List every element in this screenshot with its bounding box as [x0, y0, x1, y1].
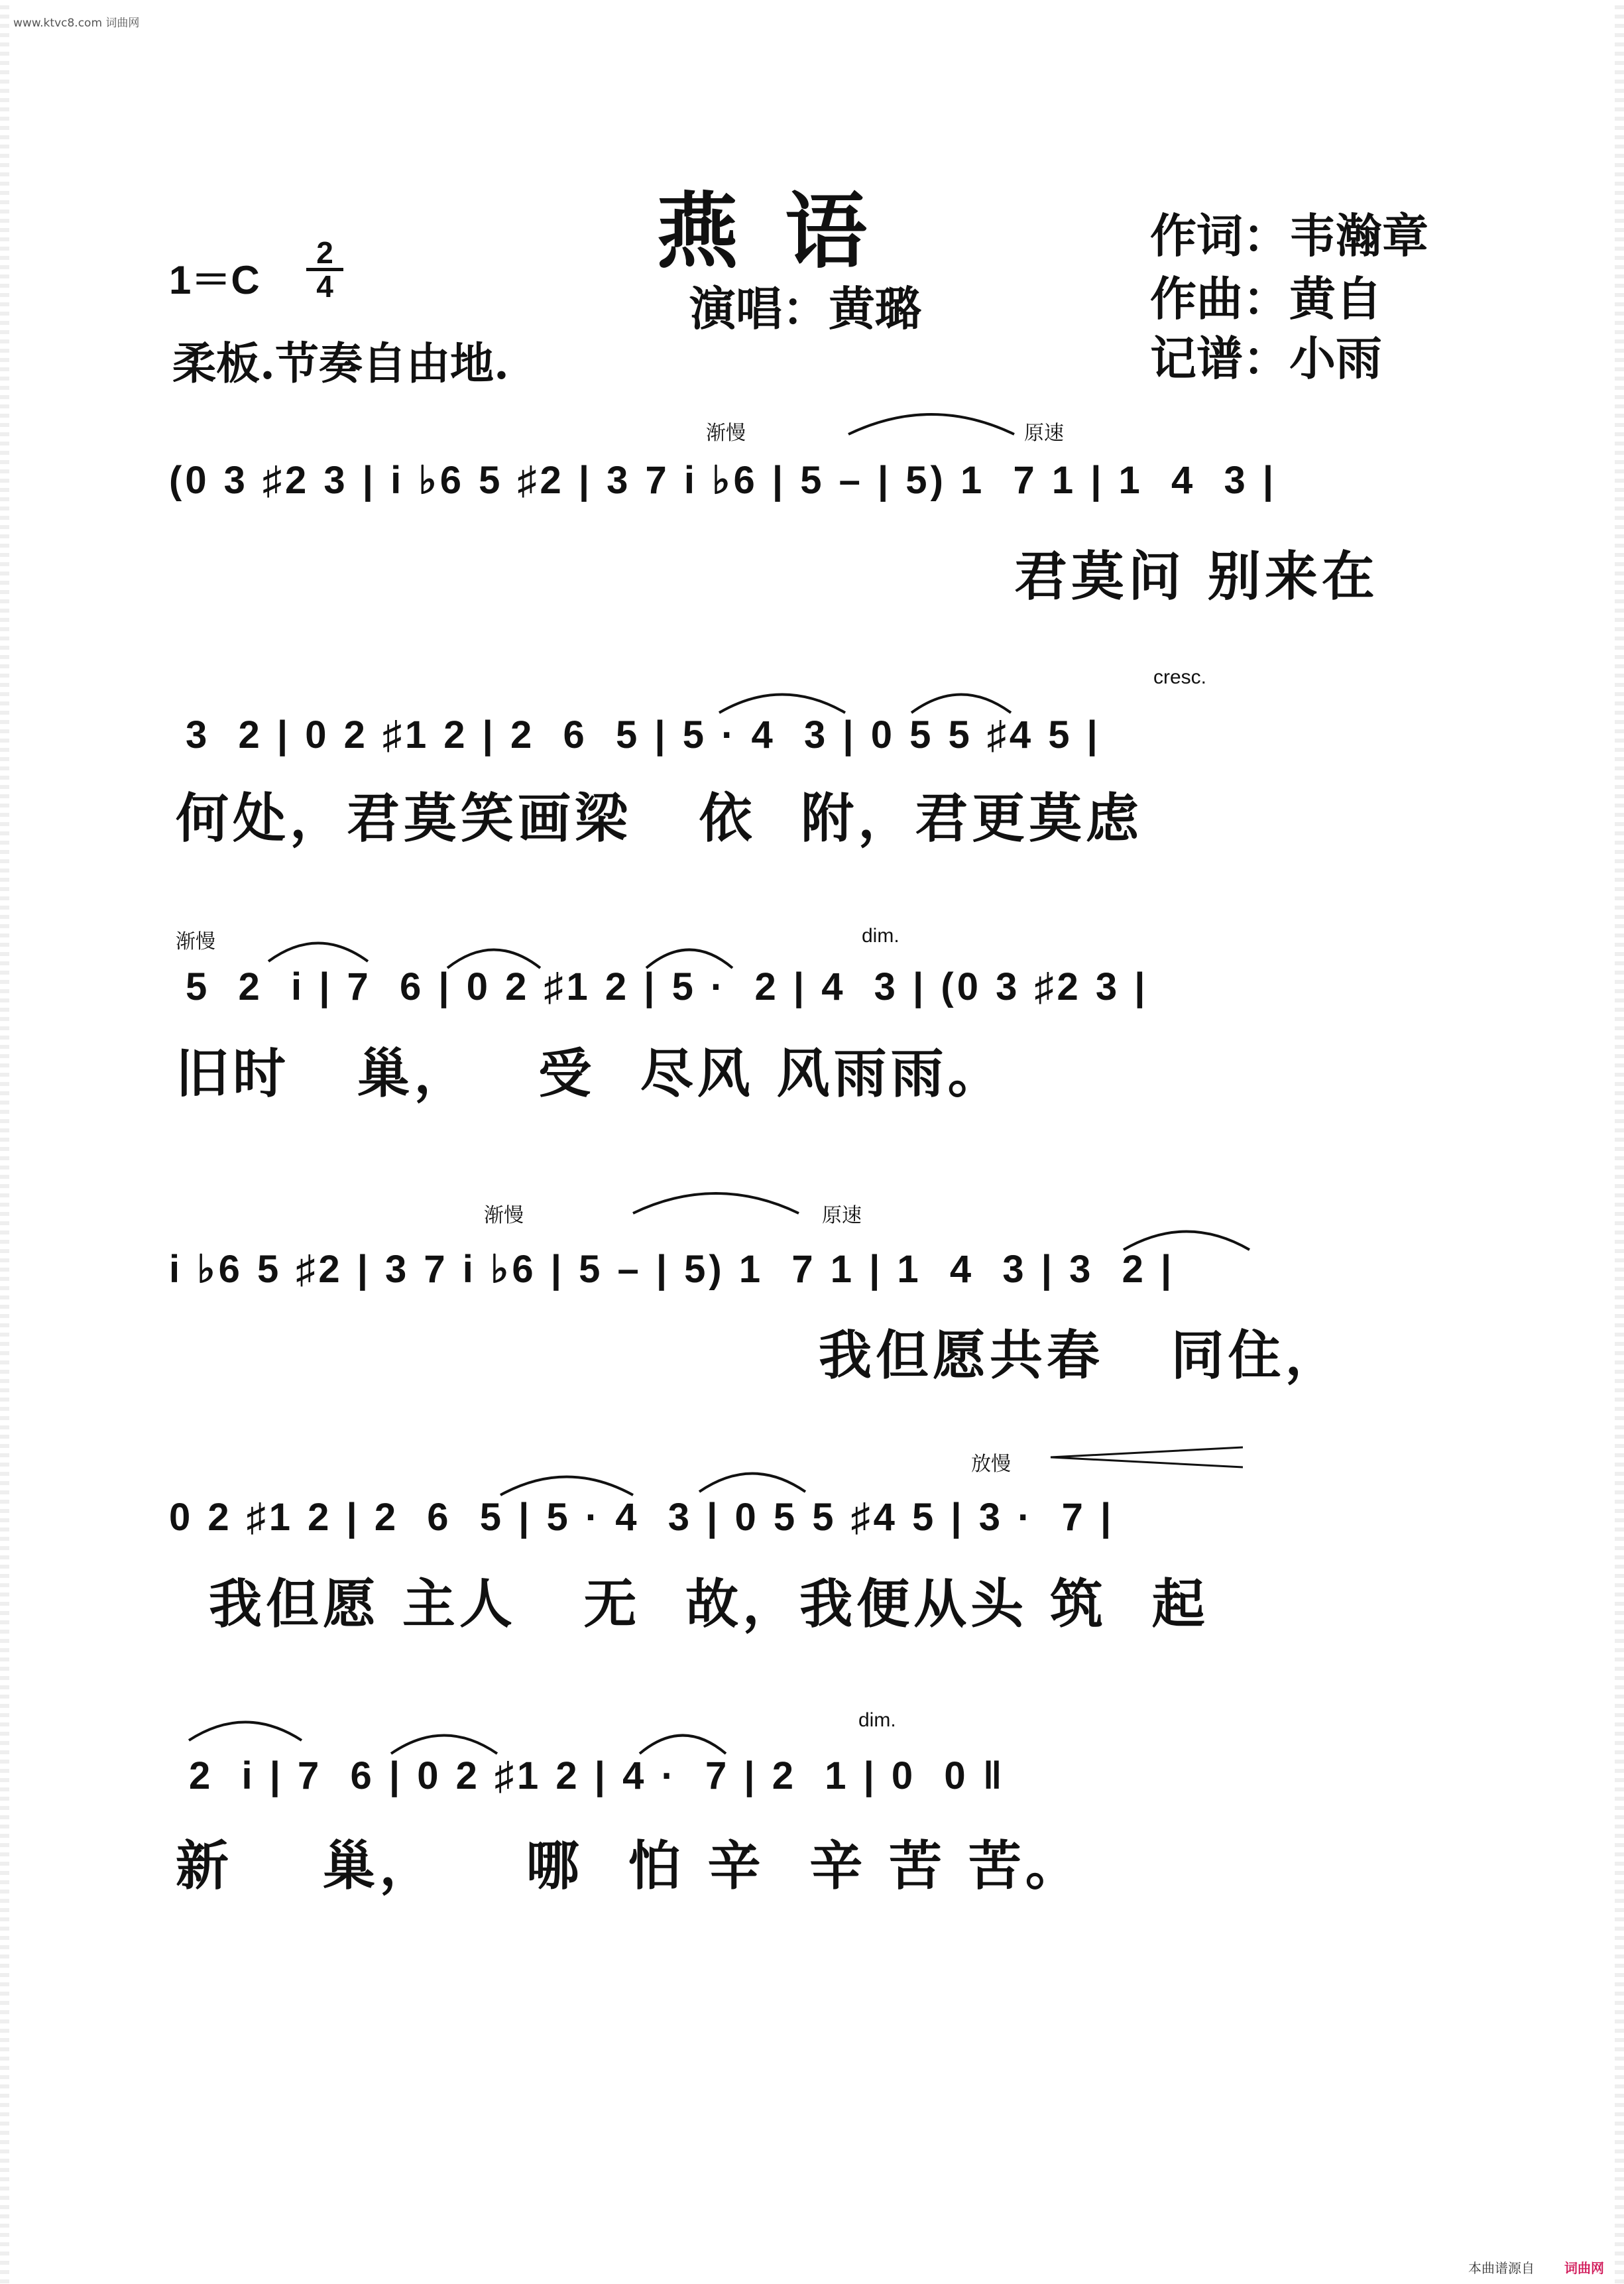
slur-line-6c — [636, 1717, 729, 1757]
lyrics-line-5: 我但愿 主人 无 故，我便从头 筑 起 — [209, 1573, 1209, 1635]
mark-cresc: cresc. — [1153, 666, 1207, 688]
slur-line-6b — [388, 1717, 500, 1757]
notation-line-1: (0 3 ♯2 3 | i ♭6 5 ♯2 | 3 7 i ♭6 | 5 – | 5) 1 7 1 | 1 4 3 | — [169, 459, 1277, 502]
lyrics-line-4: 我但愿共春 同住， — [819, 1324, 1342, 1386]
mark-a-tempo: 原速 — [1024, 422, 1064, 445]
footer-source: 本曲谱源自 — [1468, 2260, 1535, 2276]
notation-line-3: 5 2 i | 7 6 | 0 2 ♯1 2 | 5 · 2 | 4 3 | (0 3 ♯2 3 | — [186, 965, 1149, 1008]
slur-line-5b — [696, 1455, 809, 1495]
lyrics-line-2: 何处，君莫笑画梁 依 附，君更莫虑 — [176, 787, 1143, 849]
lyricist-credit: 作词：韦瀚章 — [1150, 208, 1428, 263]
time-top: 2 — [316, 235, 333, 270]
notation-line-6: 2 i | 7 6 | 0 2 ♯1 2 | 4 · 7 | 2 1 | 0 0 ‖ — [189, 1754, 1006, 1797]
slur-line-1 — [845, 398, 1017, 438]
footer-brand: 词曲网 — [1564, 2260, 1604, 2276]
time-signature — [306, 235, 343, 304]
slur-line-4a — [630, 1177, 802, 1217]
notation-line-5: 0 2 ♯1 2 | 2 6 5 | 5 · 4 3 | 0 5 5 ♯4 5 | 3 · 7 | — [169, 1496, 1115, 1539]
singer-credit: 演唱：黄璐 — [689, 281, 921, 336]
lyrics-line-6: 新 巢， 哪 怕 辛 辛 苦 苦。 — [176, 1834, 1082, 1897]
composer-credit: 作曲：黄自 — [1150, 271, 1382, 326]
transcriber-credit: 记谱：小雨 — [1150, 331, 1382, 386]
site-watermark: www.ktvc8.com 词曲网 — [13, 17, 140, 30]
time-bottom: 4 — [316, 269, 333, 304]
mark-rit: 渐慢 — [706, 422, 746, 445]
slur-line-2a — [716, 676, 848, 716]
slur-line-2b — [908, 676, 1014, 716]
mark-dim: dim. — [862, 925, 899, 947]
right-border-strip — [1615, 0, 1624, 2284]
left-border-strip — [0, 0, 9, 2284]
tempo-marking: 柔板.节奏自由地. — [172, 337, 509, 389]
slur-line-3a — [265, 925, 371, 965]
mark-dim-2: dim. — [858, 1709, 896, 1731]
key-signature: 1＝C — [169, 258, 260, 302]
mark-rit-3: 渐慢 — [484, 1204, 524, 1227]
lyrics-line-3: 旧时 巢， 受 尽风 风雨雨。 — [176, 1042, 1005, 1105]
lyrics-line-1: 君莫问 别来在 — [1014, 545, 1379, 607]
song-title: 燕语 — [656, 184, 914, 280]
notation-line-4: i ♭6 5 ♯2 | 3 7 i ♭6 | 5 – | 5) 1 7 1 | 1 4 3 | 3 2 | — [169, 1248, 1175, 1291]
mark-a-tempo-2: 原速 — [822, 1204, 862, 1227]
mark-slow-down: 放慢 — [971, 1453, 1011, 1476]
notation-line-2: 3 2 | 0 2 ♯1 2 | 2 6 5 | 5 · 4 3 | 0 5 5 ♯4 5 | — [186, 713, 1101, 756]
mark-rit-2: 渐慢 — [176, 930, 215, 953]
slur-line-6a — [186, 1704, 305, 1744]
crescendo-hairpin — [1047, 1444, 1246, 1471]
slur-line-5a — [497, 1459, 636, 1498]
